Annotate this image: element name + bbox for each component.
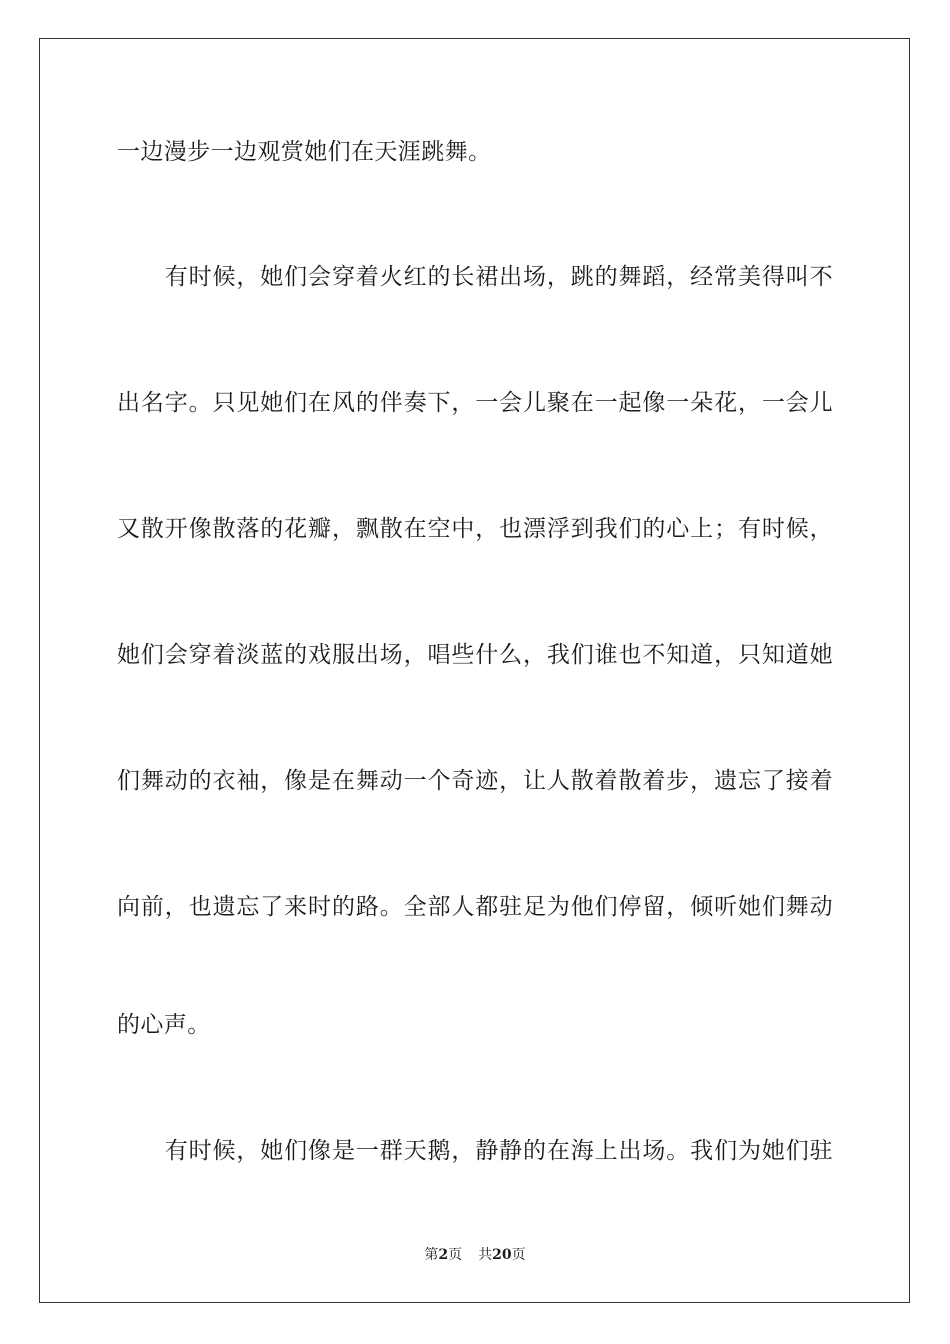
body-line-7: 向前，也遗忘了来时的路。全部人都驻足为他们停留，倾听她们舞动 <box>117 894 833 920</box>
body-line-2: 有时候，她们会穿着火红的长裙出场，跳的舞蹈，经常美得叫不 <box>117 264 833 290</box>
body-line-9: 有时候，她们像是一群天鹅，静静的在海上出场。我们为她们驻 <box>117 1138 833 1164</box>
page-footer <box>0 1246 950 1264</box>
page-border <box>39 38 910 1303</box>
body-line-8: 的心声。 <box>117 1012 211 1038</box>
footer-total-suffix: 页 <box>511 1247 526 1263</box>
body-line-6: 们舞动的衣袖，像是在舞动一个奇迹，让人散着散着步，遗忘了接着 <box>117 768 833 794</box>
body-line-1: 一边漫步一边观赏她们在天涯跳舞。 <box>117 139 492 165</box>
footer-page-suffix: 页 <box>448 1247 463 1263</box>
footer-total-pages: 20 <box>492 1247 512 1263</box>
body-line-5: 她们会穿着淡蓝的戏服出场，唱些什么，我们谁也不知道，只知道她 <box>117 642 833 668</box>
body-line-4: 又散开像散落的花瓣，飘散在空中，也漂浮到我们的心上；有时候， <box>117 516 833 542</box>
footer-total-prefix: 共 <box>478 1247 493 1263</box>
body-line-3: 出名字。只见她们在风的伴奏下，一会儿聚在一起像一朵花，一会儿 <box>117 390 833 416</box>
footer-page-number: 2 <box>438 1247 449 1263</box>
footer-page-prefix: 第 <box>424 1247 439 1263</box>
